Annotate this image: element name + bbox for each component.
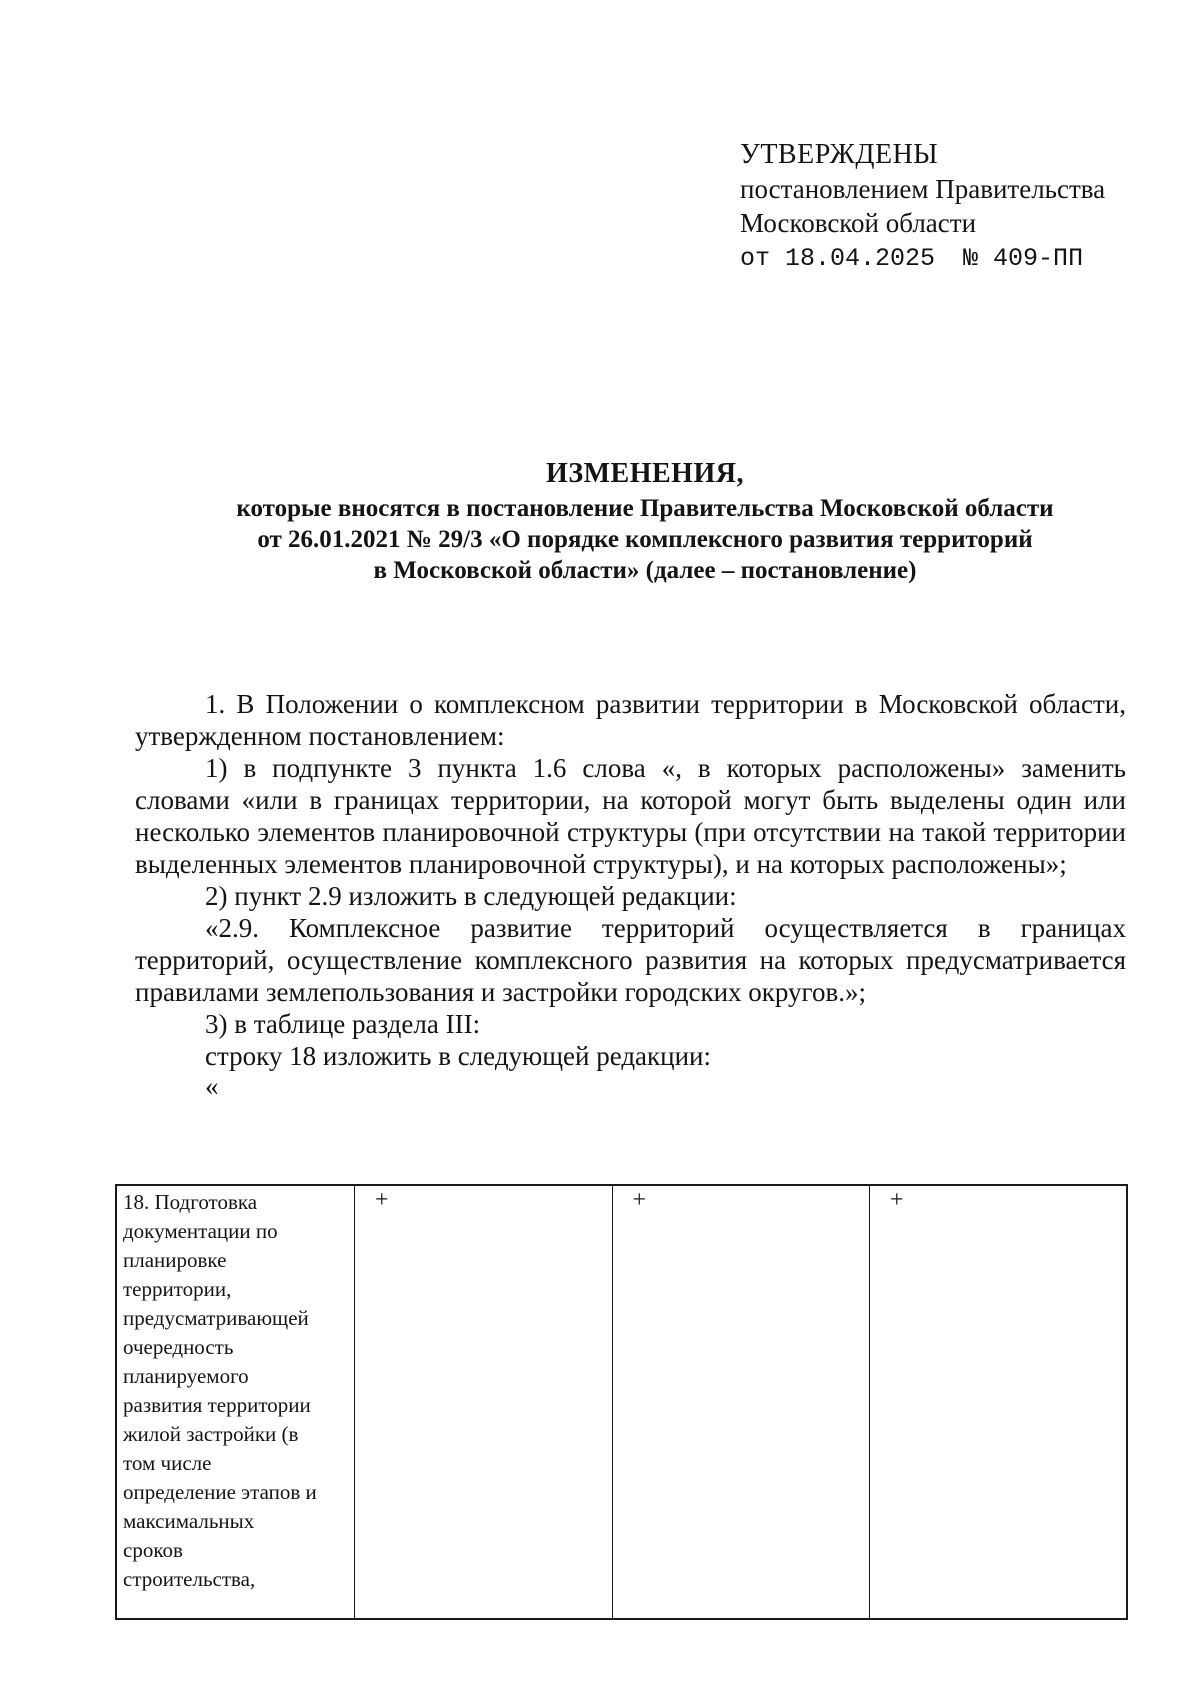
quote-open-mark: «	[205, 1071, 219, 1101]
approval-date: от 18.04.2025	[740, 244, 936, 273]
paragraph-1-3: 3) в таблице раздела III:	[205, 1009, 481, 1039]
approval-title: УТВЕРЖДЕНЫ	[740, 139, 939, 170]
amendment-table	[115, 1184, 1128, 1620]
paragraph-row-18: строку 18 изложить в следующей редакции:	[205, 1041, 712, 1071]
document-subtitle-line-2: от 26.01.2021 № 29/3 «О порядке комплексного развития территорий	[257, 526, 1033, 553]
approval-stamp	[740, 138, 1160, 276]
paragraph-1-1: 1) в подпункте 3 пункта 1.6 слова «, в которых расположены» заменить словами «или в границах территории, на которой могут быть выделены один или несколько элементов планировочной структуры (при отсутствии на такой территории выделенных элементов планировочной структуры), и на которых расположены»;	[135, 753, 1126, 879]
approval-line-1: постановлением Правительства	[740, 174, 1106, 204]
document-title: ИЗМЕНЕНИЯ,	[546, 458, 744, 489]
table-row	[116, 1185, 1127, 1619]
document-body	[135, 688, 1126, 1100]
document-subtitle-line-3: в Московской области» (далее – постановление)	[373, 557, 917, 584]
paragraph-1-2: 2) пункт 2.9 изложить в следующей редакции:	[205, 881, 737, 911]
plus-mark: +	[890, 1187, 904, 1213]
plus-mark: +	[375, 1187, 389, 1213]
approval-date-line	[740, 242, 1160, 276]
document-title-block	[150, 458, 1140, 586]
approval-line-2: Московской области	[740, 208, 977, 238]
table-cell-description	[116, 1185, 355, 1619]
document-subtitle-line-1: которые вносятся в постановление Правительства Московской области	[236, 495, 1054, 522]
table-cell-mark-2	[612, 1185, 870, 1619]
approval-number: № 409-ПП	[963, 244, 1084, 273]
paragraph-1: 1. В Положении о комплексном развитии территории в Московской области, утвержденном постановлением:	[135, 689, 1126, 751]
table-cell-mark-3	[870, 1185, 1128, 1619]
row-18-text: 18. Подготовка документации по планировке территории, предусматривающей очередность планируемого развития территории жилой застройки (в том числе определение этапов и максимальных сроков строительства,	[123, 1190, 317, 1591]
plus-mark: +	[632, 1187, 647, 1213]
paragraph-quote-2-9: «2.9. Комплексное развитие территорий осуществляется в границах территорий, осуществление комплексного развития на которых предусматривается правилами землепользования и застройки городских округов.»;	[135, 913, 1126, 1007]
table-cell-mark-1	[355, 1185, 613, 1619]
